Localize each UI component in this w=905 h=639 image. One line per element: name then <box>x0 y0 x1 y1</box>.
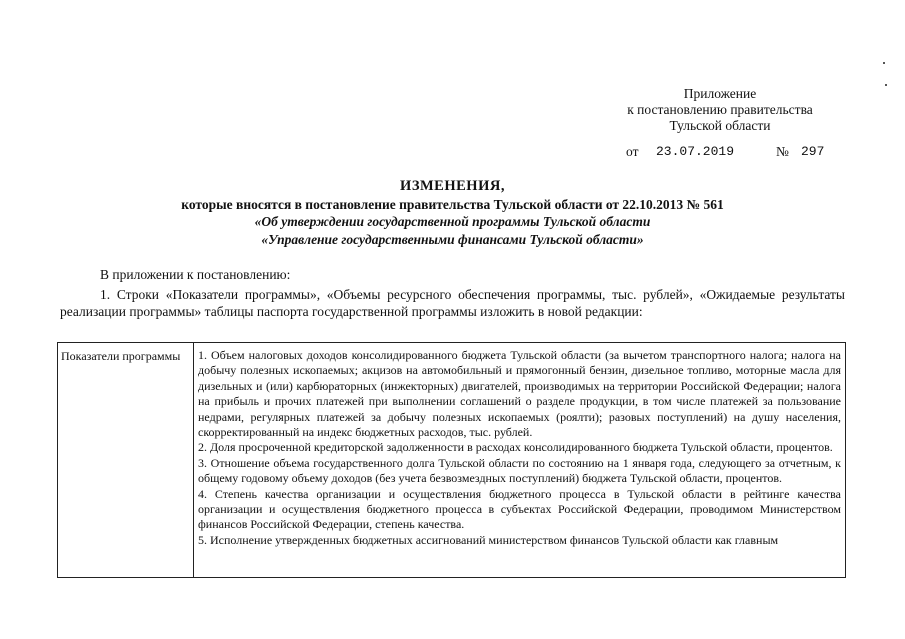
order-number-label: № <box>776 144 789 159</box>
indicator-item: 4. Степень качества организации и осуществления бюджетного процесса в Тульской области в рейтинге качества организации и осуществления бюджетного процесса в субъектах Российской Федерации, проводимом Министерством финансов Российской Федерации, степень качества. <box>198 486 841 532</box>
document-heading <box>60 178 845 248</box>
indicator-item: 5. Исполнение утвержденных бюджетных ассигнований министерством финансов Тульской области как главным <box>198 532 779 547</box>
order-from-label: от <box>626 144 639 159</box>
table-left-header: Показатели программы <box>58 343 194 577</box>
order-date: 23.07.2019 <box>656 144 735 159</box>
scan-speck <box>885 84 887 86</box>
document-title: ИЗМЕНЕНИЯ, <box>400 178 505 194</box>
indicator-item: 2. Доля просроченной кредиторской задолженности в расходах консолидированного бюджета Тульской области, процентов. <box>198 440 833 455</box>
indicator-item: 1. Объем налоговых доходов консолидированного бюджета Тульской области (за вычетом транспортного налога; налога на добычу полезных ископаемых; акцизов на автомобильный и прямогонный бензин, дизельное топливо, моторные масла для дизельных и (или) карбюраторных (инжекторных) двигателей, производимых на территории Российской Федерации; налога на прибыль и прочих платежей при выполнении соглашений о разделе продукции, в том числе платежей за пользование недрами, регулярных платежей за добычу полезных ископаемых (роялти); разовых поступлений) на душу населения, скорректированный на индекс бюджетных расходов, тыс. рублей. <box>198 348 841 440</box>
appendix-line-2: к постановлению правительства <box>627 102 813 117</box>
heading-line-3: «Об утверждении государственной программы Тульской области <box>254 214 651 229</box>
scan-speck <box>883 62 885 64</box>
appendix-title: Приложение <box>683 86 757 101</box>
order-number: 297 <box>801 144 825 159</box>
heading-line-4: «Управление государственными финансами Тульской области» <box>261 231 644 247</box>
indicators-cell <box>194 343 845 577</box>
passport-table <box>57 342 846 578</box>
heading-line-2: которые вносятся в постановление правительства Тульской области от 22.10.2013 № 561 <box>181 196 724 212</box>
intro-paragraph: В приложении к постановлению: <box>100 267 291 282</box>
indicator-item: 3. Отношение объема государственного долга Тульской области по состоянию на 1 января года, следующего за отчетным, к общему годовому объему доходов (без учета безвозмездных поступлений) бюджета Тульской области, процентов. <box>198 455 841 486</box>
appendix-line-3: Тульской области <box>669 118 771 133</box>
item-1-paragraph: 1. Строки «Показатели программы», «Объемы ресурсного обеспечения программы, тыс. рублей», «Ожидаемые результаты реализации программы» таблицы паспорта государственной программы изложить в новой редакции: <box>60 287 845 319</box>
appendix-block <box>590 86 850 134</box>
